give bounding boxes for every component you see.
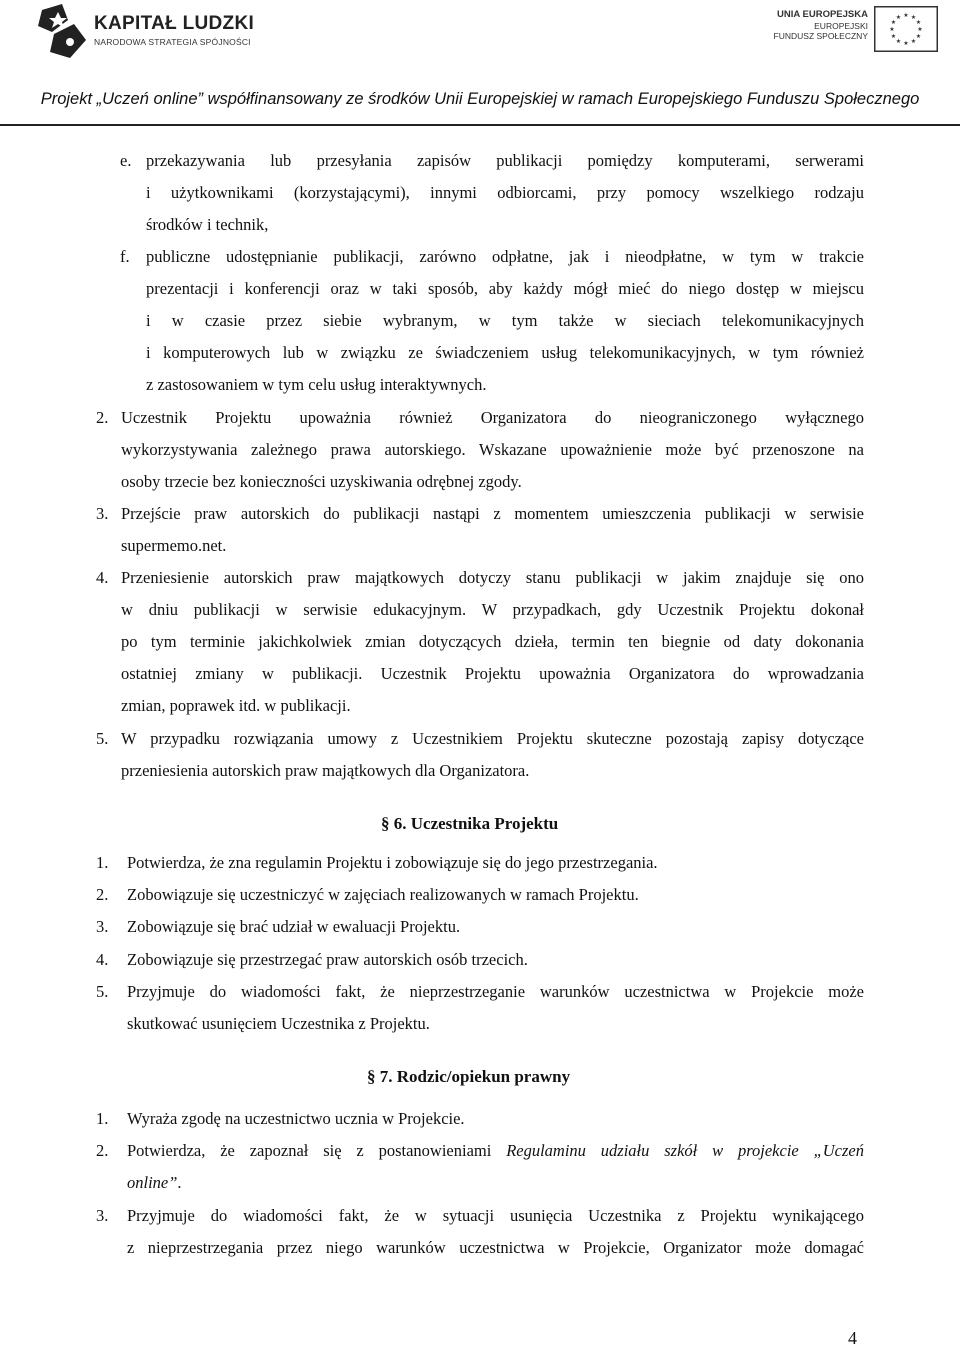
- svg-text:★: ★: [910, 14, 917, 21]
- section-7-item-3-line-2: z nieprzestrzegania przez niego warunków uczestnictwa w Projekcie, Organizator może domagać: [127, 1238, 864, 1257]
- svg-text:★: ★: [889, 26, 895, 33]
- section-6-item-4: Zobowiązuje się przestrzegać praw autorskich osób trzecich.: [127, 950, 528, 969]
- svg-text:★: ★: [915, 19, 922, 26]
- section-6-item-5-line-2: skutkować usunięciem Uczestnika z Projektu.: [127, 1014, 430, 1033]
- item-3-line-1: Przejście praw autorskich do publikacji nastąpi z momentem umieszczenia publikacji w serwisie: [121, 504, 864, 523]
- item-f-line-3: i w czasie przez siebie wybranym, w tym także w sieciach telekomunikacyjnych: [146, 311, 864, 330]
- item-3-line-2: supermemo.net.: [121, 536, 227, 555]
- section-7-item-2-line-1: [127, 1141, 864, 1161]
- eu-logo-line3: FUNDUSZ SPOŁECZNY: [773, 31, 868, 41]
- section-6-marker-5: 5.: [96, 982, 109, 1001]
- svg-text:★: ★: [895, 38, 902, 45]
- eu-logo-line2: EUROPEJSKI: [814, 20, 868, 31]
- svg-text:★: ★: [895, 14, 902, 21]
- item-4-line-2: w dniu publikacji w serwisie edukacyjnym. W przypadkach, gdy Uczestnik Projektu dokonał: [121, 600, 864, 619]
- svg-text:★: ★: [890, 33, 897, 40]
- kapital-ludzki-subtitle: NARODOWA STRATEGIA SPÓJNOŚCI: [94, 37, 251, 47]
- page-header: [0, 0, 960, 128]
- section-6-marker-4: 4.: [96, 950, 109, 969]
- item-2-line-2: wykorzystywania zależnego prawa autorskiego. Wskazane upoważnienie może być przenoszone na: [121, 440, 864, 459]
- section-6-heading: § 6. Uczestnika Projektu: [381, 814, 559, 833]
- svg-text:★: ★: [917, 26, 923, 33]
- eu-flag-icon: [874, 6, 938, 52]
- item-2-line-3: osoby trzecie bez konieczności uzyskiwania odrębnej zgody.: [121, 472, 522, 491]
- regulamin-title-italic-end: online”: [127, 1173, 178, 1192]
- section-7-item-2-line-2: [127, 1173, 182, 1193]
- section-6-item-2: Zobowiązuje się uczestniczyć w zajęciach realizowanych w ramach Projektu.: [127, 885, 639, 904]
- section-7-item-1: Wyraża zgodę na uczestnictwo ucznia w Projekcie.: [127, 1109, 465, 1128]
- item-2-line-1: Uczestnik Projektu upoważnia również Organizatora do nieograniczonego wyłącznego: [121, 408, 864, 427]
- section-7-item-3-line-1: Przyjmuje do wiadomości fakt, że w sytuacji usunięcia Uczestnika z Projektu wynikającego: [127, 1206, 864, 1225]
- list-marker-5: 5.: [96, 729, 109, 748]
- kapital-ludzki-logo: [34, 2, 264, 62]
- item-4-line-3: po tym terminie jakichkolwiek zmian dotyczących dzieła, termin ten biegnie od daty dokonania: [121, 632, 864, 651]
- item-4-line-5: zmian, poprawek itd. w publikacji.: [121, 696, 351, 715]
- list-marker-f: f.: [120, 247, 130, 266]
- kapital-ludzki-emblem-icon: [34, 2, 90, 60]
- item-f-line-5: z zastosowaniem w tym celu usług interaktywnych.: [146, 375, 487, 394]
- list-marker-e: e.: [120, 151, 132, 170]
- svg-text:★: ★: [890, 19, 897, 26]
- section-6-item-5-line-1: Przyjmuje do wiadomości fakt, że nieprzestrzeganie warunków uczestnictwa w Projekcie może: [127, 982, 864, 1001]
- section-7-item-2-prefix: Potwierdza, że zapoznał się z postanowieniami: [127, 1141, 492, 1160]
- eu-logo: [760, 6, 940, 54]
- section-7-item-2-suffix: .: [177, 1173, 182, 1192]
- list-marker-2: 2.: [96, 408, 109, 427]
- section-7-marker-3: 3.: [96, 1206, 109, 1225]
- section-6-marker-3: 3.: [96, 917, 109, 936]
- section-7-heading: § 7. Rodzic/opiekun prawny: [367, 1067, 571, 1086]
- item-f-line-2: prezentacji i konferencji oraz w taki sposób, aby każdy mógł mieć do niego dostęp w miejscu: [146, 279, 864, 298]
- eu-logo-text: [760, 10, 868, 42]
- section-6-item-3: Zobowiązuje się brać udział w ewaluacji Projektu.: [127, 917, 461, 936]
- item-f-line-4: i komputerowych lub w związku ze świadczeniem usług telekomunikacyjnych, w tym również: [146, 343, 864, 362]
- item-4-line-4: ostatniej zmiany w publikacji. Uczestnik Projektu upoważnia Organizatora do wprowadzania: [121, 664, 864, 683]
- eu-logo-line1: UNIA EUROPEJSKA: [777, 9, 868, 20]
- section-6-item-1: Potwierdza, że zna regulamin Projektu i zobowiązuje się do jego przestrzegania.: [127, 853, 658, 872]
- item-5-line-2: przeniesienia autorskich praw majątkowych dla Organizatora.: [121, 761, 530, 780]
- section-6-marker-1: 1.: [96, 853, 109, 872]
- svg-text:★: ★: [903, 12, 909, 19]
- item-e-line-2: i użytkownikami (korzystającymi), innymi odbiorcami, przy pomocy wszelkiego rodzaju: [146, 183, 864, 202]
- svg-text:★: ★: [910, 38, 917, 45]
- svg-text:★: ★: [915, 33, 922, 40]
- header-divider: [0, 124, 960, 126]
- kapital-ludzki-title: KAPITAŁ LUDZKI: [94, 13, 255, 34]
- project-cofinancing-line: Projekt „Uczeń online” współfinansowany ze środków Unii Europejskiej w ramach Europejskiego Funduszu Społecznego: [40, 90, 920, 108]
- list-marker-4: 4.: [96, 568, 109, 587]
- item-f-line-1: publiczne udostępnianie publikacji, zarówno odpłatne, jak i nieodpłatne, w tym w trakcie: [146, 247, 864, 266]
- section-6-marker-2: 2.: [96, 885, 109, 904]
- section-7-marker-1: 1.: [96, 1109, 109, 1128]
- svg-text:★: ★: [903, 40, 909, 47]
- section-7-marker-2: 2.: [96, 1141, 109, 1160]
- item-4-line-1: Przeniesienie autorskich praw majątkowych dotyczy stanu publikacji w jakim znajduje się ono: [121, 568, 864, 587]
- list-marker-3: 3.: [96, 504, 109, 523]
- page-number: 4: [848, 1328, 857, 1348]
- regulamin-title-italic: Regulaminu udziału szkół w projekcie „Uczeń: [506, 1141, 865, 1160]
- item-e-line-3: środków i technik,: [146, 215, 269, 234]
- item-5-line-1: W przypadku rozwiązania umowy z Uczestnikiem Projektu skuteczne pozostają zapisy dotyczące: [121, 729, 864, 748]
- item-e-line-1: przekazywania lub przesyłania zapisów publikacji pomiędzy komputerami, serwerami: [146, 151, 864, 170]
